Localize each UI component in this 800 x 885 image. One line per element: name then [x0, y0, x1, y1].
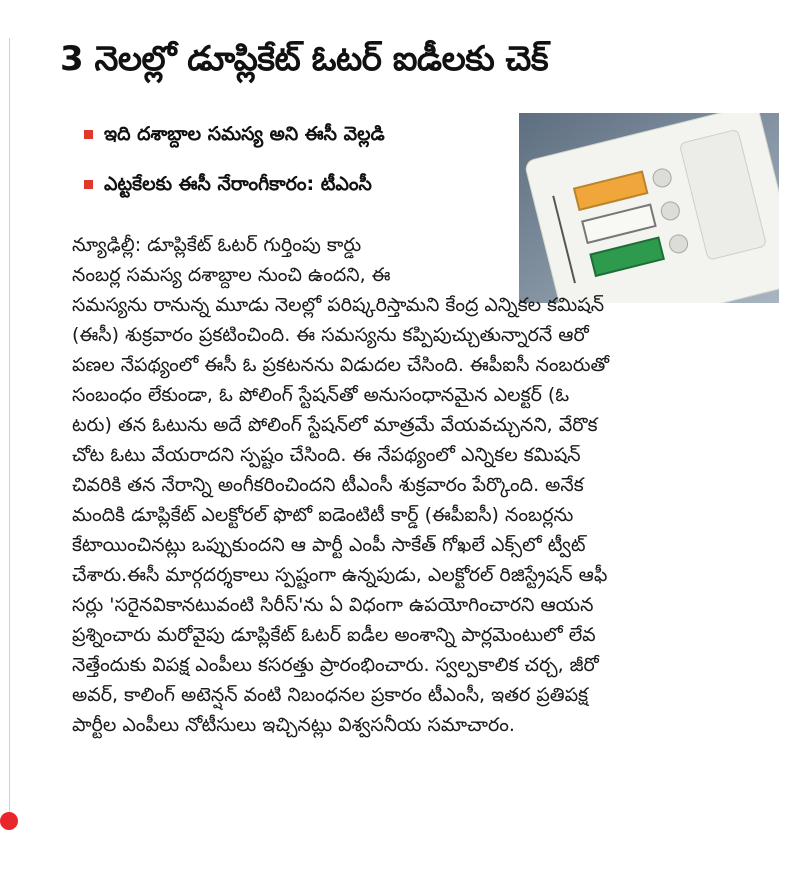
highlight-text: ఎట్టకేలకు ఈసీ నేరాంగీకారం: టీఎంసీ — [104, 173, 372, 195]
body-line: సర్లు 'సరైనవికానటువంటి సిరీస్'ను ఏ విధంగా ఉపయోగించారని ఆయన — [72, 594, 594, 616]
column-rule — [9, 38, 10, 818]
body-line: టరు) తన ఓటును అదే పోలింగ్ స్టేషన్‌లో మాత్రమే వేయవచ్చునని, వేరొక — [72, 414, 598, 436]
highlight-item — [84, 170, 514, 198]
body-line: సంబంధం లేకుండా, ఓ పోలింగ్ స్టేషన్‌తో అనుసంధానమైన ఎలక్టర్ (ఓ — [72, 384, 570, 406]
bullet-square-icon — [84, 180, 93, 189]
article-body — [72, 230, 788, 740]
body-line: న్యూఢిల్లీ: డూప్లికేట్ ఓటర్ గుర్తింపు కార్డు — [72, 234, 362, 256]
bullet-square-icon — [84, 130, 93, 139]
highlight-item — [84, 120, 514, 148]
body-line: నెత్తేందుకు విపక్ష ఎంపీలు కసరత్తు ప్రారంభించారు. స్వల్పకాలిక చర్చ, జీరో — [72, 654, 599, 676]
body-line: పణల నేపథ్యంలో ఈసీ ఓ ప్రకటనను విడుదల చేసింది. ఈపీఐసీ నంబరుతో — [72, 354, 610, 376]
accent-dot — [0, 812, 18, 830]
body-line: పార్టీల ఎంపీలు నోటీసులు ఇచ్చినట్లు విశ్వసనీయ సమాచారం. — [72, 714, 515, 736]
body-line: నంబర్ల సమస్య దశాబ్దాల నుంచి ఉందని, ఈ — [72, 264, 391, 286]
body-line: కేటాయించినట్లు ఒప్పుకుందని ఆ పార్టీ ఎంపీ సాకేత్ గోఖలే ఎక్స్‌లో ట్వీట్ — [72, 534, 586, 556]
body-line: చివరికి తన నేరాన్ని అంగీకరించిందని టీఎంసీ శుక్రవారం పేర్కొంది. అనేక — [72, 474, 584, 496]
highlight-text: ఇది దశాబ్దాల సమస్య అని ఈసీ వెల్లడి — [104, 123, 385, 145]
body-line: ప్రశ్నించారు మరోవైపు డూప్లికేట్ ఓటర్ ఐడీల అంశాన్ని పార్లమెంటులో లేవ — [72, 624, 596, 646]
body-line: అవర్, కాలింగ్ అటెన్షన్ వంటి నిబంధనల ప్రకారం టీఎంసీ, ఇతర ప్రతిపక్ష — [72, 684, 589, 706]
body-line: మందికి డూప్లికేట్ ఎలక్టోరల్ ఫొటో ఐడెంటిటీ కార్డ్ (ఈపీఐసీ) నంబర్లను — [72, 504, 574, 526]
body-line: చేశారు.ఈసీ మార్గదర్శకాలు స్పష్టంగా ఉన్నపుడు, ఎలక్టోరల్ రిజిస్ట్రేషన్ ఆఫీ — [72, 564, 608, 586]
body-line: సమస్యను రానున్న మూడు నెలల్లో పరిష్కరిస్తామని కేంద్ర ఎన్నికల కమిషన్ — [72, 294, 605, 316]
headline: 3 నెలల్లో డూప్లికేట్ ఓటర్ ఐడీలకు చెక్ — [60, 39, 549, 79]
highlights-list — [84, 120, 514, 220]
body-line: చోట ఓటు వేయరాదని స్పష్టం చేసింది. ఈ నేపథ్యంలో ఎన్నికల కమిషన్ — [72, 444, 581, 466]
body-line: (ఈసీ) శుక్రవారం ప్రకటించింది. ఈ సమస్యను కప్పిపుచ్చుతున్నారనే ఆరో — [72, 324, 589, 346]
